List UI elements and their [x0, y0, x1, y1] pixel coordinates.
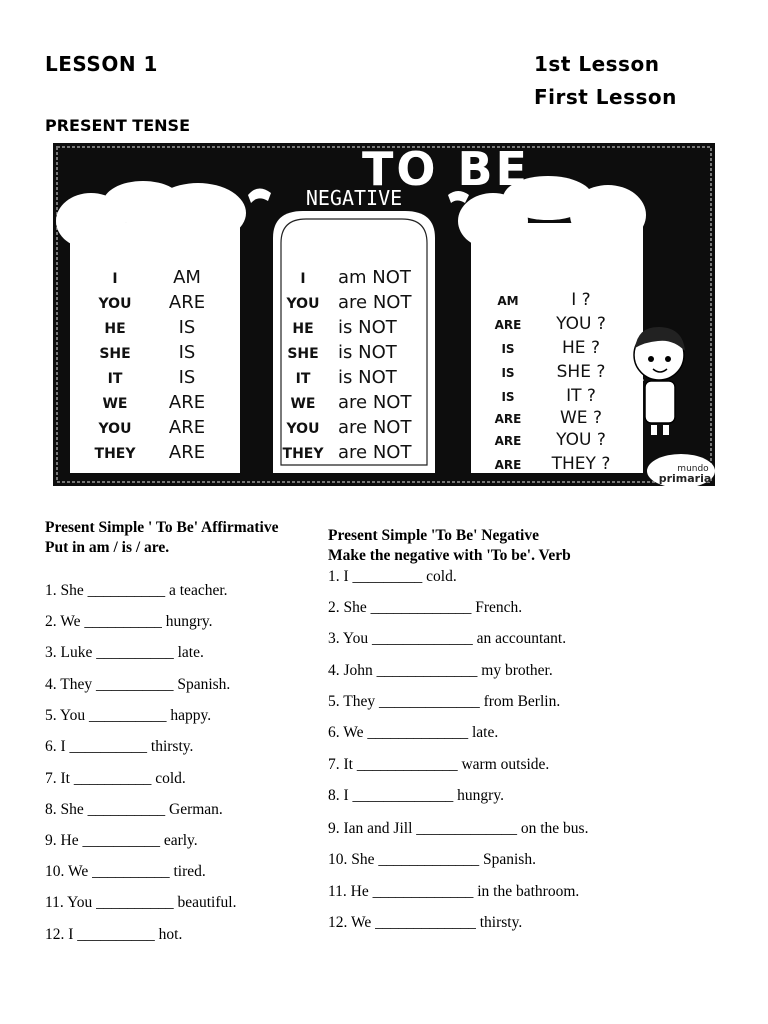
neg-pronoun: IT	[295, 371, 311, 387]
affirmative-exercise-title: Present Simple ' To Be' Affirmative	[45, 519, 279, 536]
q-pronoun: I ?	[571, 290, 591, 310]
aff-pronoun: THEY	[94, 446, 136, 462]
exercise-item: 12. I __________ hot.	[45, 926, 183, 943]
neg-verb: are NOT	[338, 442, 412, 463]
q-pronoun: YOU ?	[556, 314, 606, 334]
lesson-title: LESSON 1	[45, 52, 158, 76]
lesson-subtitle-2: First Lesson	[534, 85, 677, 109]
exercise-item: 4. They __________ Spanish.	[45, 676, 231, 693]
aff-pronoun: YOU	[98, 296, 132, 312]
aff-verb: ARE	[168, 292, 206, 313]
exercise-item: 9. Ian and Jill _____________ on the bus.	[328, 820, 589, 837]
lesson-subtitle-1: 1st Lesson	[534, 52, 660, 76]
exercise-item: 12. We _____________ thirsty.	[328, 914, 523, 931]
exercise-item: 10. We __________ tired.	[45, 863, 206, 880]
topic-heading: PRESENT TENSE	[45, 116, 190, 135]
exercise-item: 1. She __________ a teacher.	[45, 582, 228, 599]
to-be-poster	[53, 143, 715, 486]
q-pronoun: YOU ?	[556, 430, 606, 450]
neg-verb: is NOT	[338, 367, 397, 388]
q-verb: ARE	[494, 458, 522, 472]
logo-line-2: primaria	[658, 472, 712, 485]
poster-title: TO BE	[362, 143, 530, 196]
q-verb: IS	[501, 390, 515, 404]
exercise-item: 7. It _____________ warm outside.	[328, 756, 550, 773]
aff-pronoun: IT	[107, 371, 123, 387]
neg-verb: are NOT	[338, 392, 412, 413]
q-verb: IS	[501, 366, 515, 380]
q-pronoun: SHE ?	[556, 362, 606, 382]
q-pronoun: HE ?	[562, 338, 600, 358]
exercise-item: 11. You __________ beautiful.	[45, 894, 237, 911]
exercise-item: 8. I _____________ hungry.	[328, 787, 504, 804]
aff-pronoun: WE	[102, 396, 128, 412]
q-verb: AM	[497, 294, 519, 308]
aff-verb: IS	[178, 367, 196, 388]
aff-pronoun: YOU	[98, 421, 132, 437]
q-pronoun: WE ?	[560, 408, 602, 428]
exercise-item: 11. He _____________ in the bathroom.	[328, 883, 580, 900]
neg-pronoun: WE	[290, 396, 316, 412]
exercise-item: 8. She __________ German.	[45, 801, 223, 818]
affirmative-exercise	[45, 518, 325, 958]
exercise-item: 2. We __________ hungry.	[45, 613, 213, 630]
q-pronoun: THEY ?	[551, 454, 611, 474]
poster-subtitle: NEGATIVE	[305, 186, 403, 210]
aff-verb: AM	[173, 267, 201, 288]
neg-verb: are NOT	[338, 292, 412, 313]
aff-verb: ARE	[168, 417, 206, 438]
exercise-item: 1. I _________ cold.	[328, 568, 457, 585]
q-pronoun: IT ?	[566, 386, 596, 406]
negative-exercise-title: Present Simple 'To Be' Negative	[328, 527, 539, 544]
neg-verb: are NOT	[338, 417, 412, 438]
neg-pronoun: SHE	[287, 346, 319, 362]
q-verb: ARE	[494, 318, 522, 332]
exercise-item: 6. We _____________ late.	[328, 724, 499, 741]
negative-exercise-instruction: Make the negative with 'To be'. Verb	[328, 547, 571, 564]
exercise-item: 2. She _____________ French.	[328, 599, 523, 616]
neg-verb: is NOT	[338, 317, 397, 338]
aff-verb: ARE	[168, 442, 206, 463]
neg-verb: is NOT	[338, 342, 397, 363]
exercise-item: 5. You __________ happy.	[45, 707, 212, 724]
aff-verb: IS	[178, 317, 196, 338]
neg-pronoun: YOU	[286, 296, 320, 312]
negative-exercise	[328, 526, 658, 946]
neg-pronoun: YOU	[286, 421, 320, 437]
q-verb: ARE	[494, 412, 522, 426]
neg-pronoun: I	[300, 271, 306, 287]
exercise-item: 6. I __________ thirsty.	[45, 738, 194, 755]
exercise-item: 10. She _____________ Spanish.	[328, 851, 536, 868]
affirmative-exercise-instruction: Put in am / is / are.	[45, 539, 170, 556]
exercise-item: 3. You _____________ an accountant.	[328, 630, 567, 647]
aff-verb: ARE	[168, 392, 206, 413]
exercise-item: 4. John _____________ my brother.	[328, 662, 553, 679]
q-verb: IS	[501, 342, 515, 356]
aff-pronoun: HE	[104, 321, 126, 337]
logo-line-1: mundo	[677, 464, 709, 474]
aff-pronoun: I	[112, 271, 118, 287]
neg-pronoun: HE	[292, 321, 314, 337]
neg-verb: am NOT	[338, 267, 411, 288]
affirmative-panel	[56, 181, 271, 473]
aff-verb: IS	[178, 342, 196, 363]
neg-pronoun: THEY	[282, 446, 324, 462]
exercise-item: 3. Luke __________ late.	[45, 644, 204, 661]
exercise-item: 9. He __________ early.	[45, 832, 198, 849]
exercise-item: 7. It __________ cold.	[45, 770, 186, 787]
exercise-item: 5. They _____________ from Berlin.	[328, 693, 561, 710]
aff-pronoun: SHE	[99, 346, 131, 362]
q-verb: ARE	[494, 434, 522, 448]
